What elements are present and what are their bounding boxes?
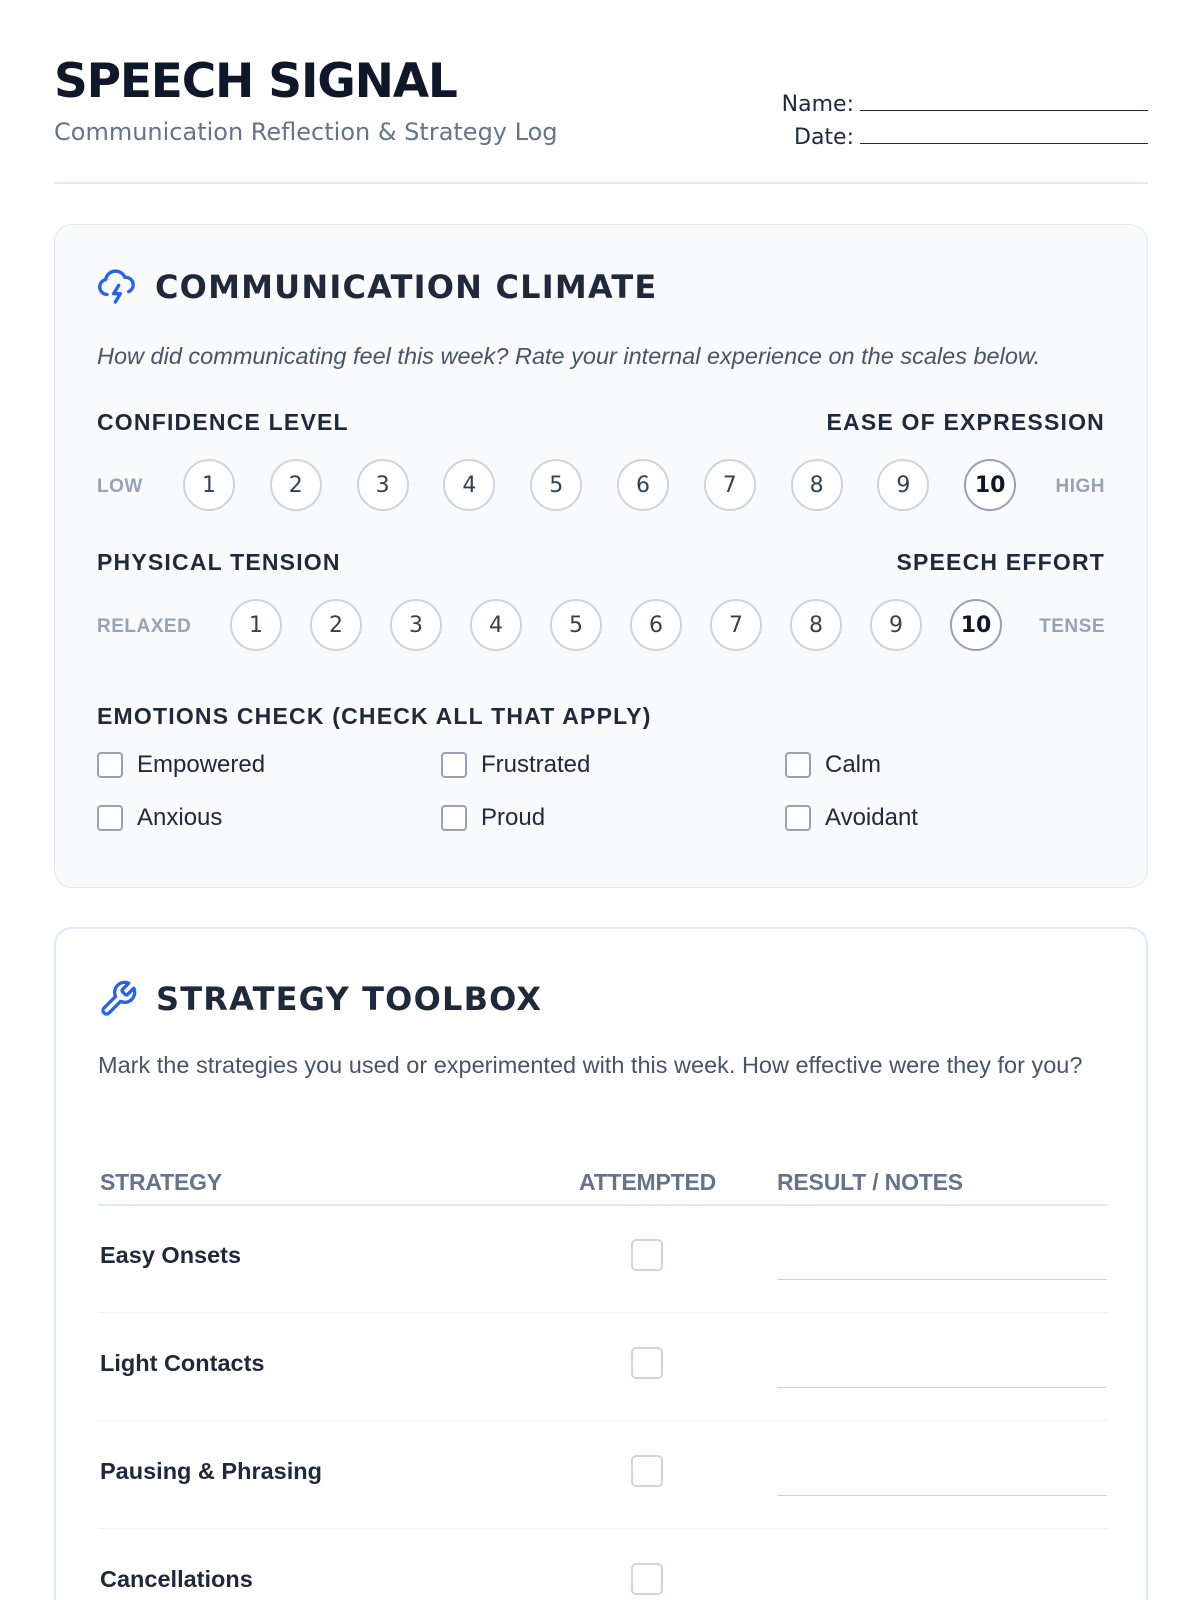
emotion-label: Avoidant (825, 804, 918, 831)
rating-option-3[interactable]: 3 (357, 459, 409, 511)
ease-of-expression-label: EASE OF EXPRESSION (826, 409, 1105, 435)
strategy-name: Pausing & Phrasing (100, 1458, 322, 1484)
attempted-checkbox[interactable] (631, 1563, 663, 1595)
rating-option-6[interactable]: 6 (617, 459, 669, 511)
checkbox[interactable] (97, 805, 123, 831)
rating-option-5[interactable]: 5 (550, 599, 602, 651)
emotion-frustrated[interactable] (441, 751, 590, 779)
rating-option-3[interactable]: 3 (390, 599, 442, 651)
checkbox[interactable] (97, 752, 123, 778)
climate-heading (97, 267, 657, 307)
table-header-divider (98, 1204, 1108, 1206)
date-row (782, 121, 1148, 154)
speech-effort-label: SPEECH EFFORT (896, 549, 1105, 575)
strategy-name: Cancellations (100, 1566, 253, 1592)
page-title: SPEECH SIGNAL (54, 54, 457, 109)
emotion-proud[interactable] (441, 804, 545, 832)
emotion-label: Calm (825, 751, 882, 778)
toolbox-heading (98, 979, 542, 1019)
name-row (782, 88, 1148, 121)
confidence-level-label: CONFIDENCE LEVEL (97, 409, 349, 435)
rating-option-8[interactable]: 8 (791, 459, 843, 511)
checkbox[interactable] (785, 752, 811, 778)
toolbox-description: Mark the strategies you used or experimented with this week. How effective were they for you? (98, 1052, 1083, 1078)
checkbox[interactable] (441, 752, 467, 778)
row-divider (98, 1312, 1108, 1313)
scale2-high-label: TENSE (1039, 616, 1105, 637)
emotion-label: Frustrated (481, 751, 591, 778)
cloud-lightning-icon (97, 267, 137, 307)
climate-intro: How did communicating feel this week? Rate your internal experience on the scales below. (97, 343, 1041, 369)
emotion-empowered[interactable] (97, 751, 265, 779)
scale1-high-label: HIGH (1055, 476, 1105, 497)
rating-option-7[interactable]: 7 (704, 459, 756, 511)
rating-option-8[interactable]: 8 (790, 599, 842, 651)
rating-option-9[interactable]: 9 (877, 459, 929, 511)
rating-option-7[interactable]: 7 (710, 599, 762, 651)
toolbox-title: STRATEGY TOOLBOX (156, 980, 543, 1018)
emotion-label: Proud (481, 804, 546, 831)
attempted-checkbox[interactable] (631, 1455, 663, 1487)
name-date-block (782, 88, 1148, 154)
col-result-notes: RESULT / NOTES (777, 1169, 963, 1195)
date-field[interactable] (860, 124, 1148, 144)
name-label: Name: (781, 92, 854, 117)
rating-option-2[interactable]: 2 (310, 599, 362, 651)
rating-option-10[interactable]: 10 (964, 459, 1016, 511)
result-notes-field[interactable] (777, 1495, 1107, 1496)
row-divider (98, 1528, 1108, 1529)
rating-option-2[interactable]: 2 (270, 459, 322, 511)
page-subtitle: Communication Reflection & Strategy Log (54, 118, 558, 146)
scale2-low-label: RELAXED (97, 616, 192, 637)
rating-option-4[interactable]: 4 (470, 599, 522, 651)
rating-option-1[interactable]: 1 (183, 459, 235, 511)
result-notes-field[interactable] (777, 1387, 1107, 1388)
communication-climate-card (54, 224, 1148, 888)
checkbox[interactable] (441, 805, 467, 831)
attempted-checkbox[interactable] (631, 1239, 663, 1271)
climate-title: COMMUNICATION CLIMATE (155, 268, 658, 306)
col-attempted: ATTEMPTED (579, 1169, 717, 1195)
emotion-label: Anxious (137, 804, 223, 831)
physical-tension-label: PHYSICAL TENSION (97, 549, 341, 575)
rating-option-9[interactable]: 9 (870, 599, 922, 651)
scale1-low-label: LOW (97, 476, 143, 497)
rating-option-10[interactable]: 10 (950, 599, 1002, 651)
strategy-name: Easy Onsets (100, 1242, 242, 1268)
row-divider (98, 1420, 1108, 1421)
page-header (54, 54, 1148, 184)
strategy-toolbox-card (54, 927, 1148, 1600)
col-strategy: STRATEGY (100, 1169, 222, 1195)
emotion-label: Empowered (137, 751, 266, 778)
date-label: Date: (794, 125, 854, 150)
checkbox[interactable] (785, 805, 811, 831)
wrench-icon (98, 979, 138, 1019)
rating-option-6[interactable]: 6 (630, 599, 682, 651)
rating-option-1[interactable]: 1 (230, 599, 282, 651)
attempted-checkbox[interactable] (631, 1347, 663, 1379)
strategy-name: Light Contacts (100, 1350, 265, 1376)
rating-option-5[interactable]: 5 (530, 459, 582, 511)
rating-option-4[interactable]: 4 (443, 459, 495, 511)
result-notes-field[interactable] (777, 1279, 1107, 1280)
emotions-check-title: EMOTIONS CHECK (CHECK ALL THAT APPLY) (97, 703, 652, 729)
emotion-calm[interactable] (785, 751, 881, 779)
name-field[interactable] (860, 91, 1148, 111)
emotion-avoidant[interactable] (785, 804, 918, 832)
emotion-anxious[interactable] (97, 804, 222, 832)
